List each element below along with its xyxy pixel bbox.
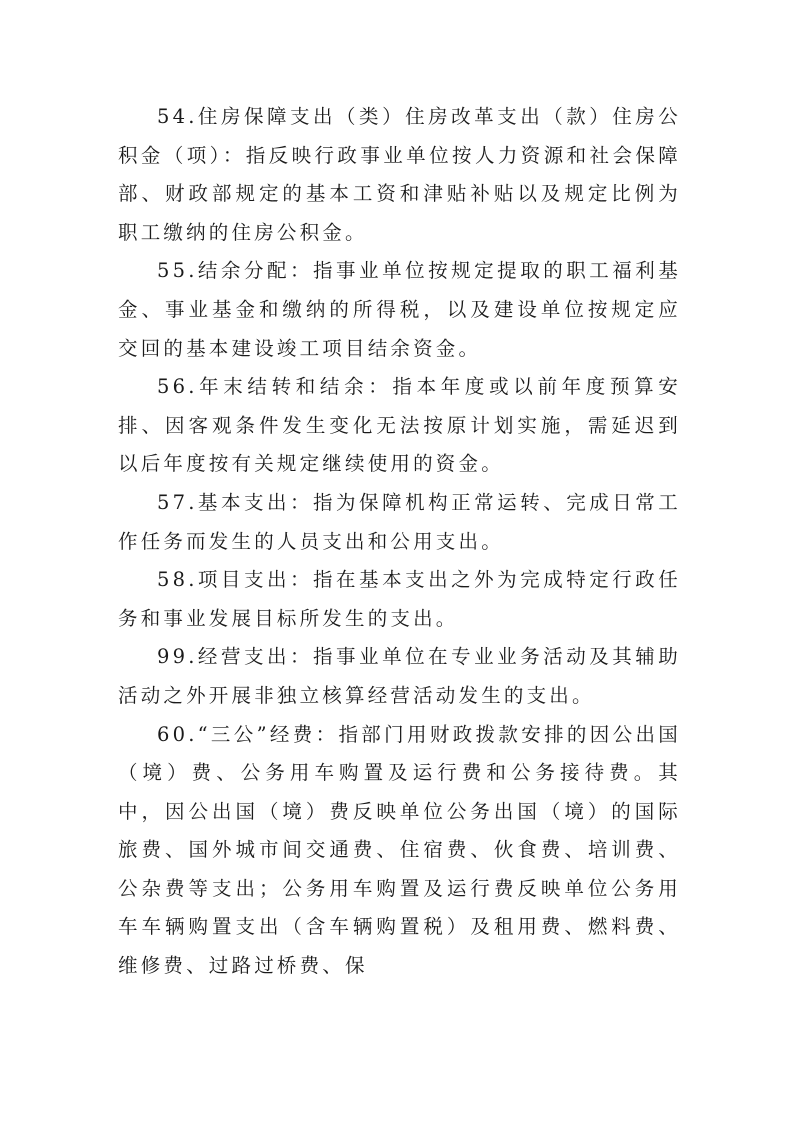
paragraph-54-housing-fund: 54.住房保障支出（类）住房改革支出（款）住房公积金（项）：指反映行政事业单位按人力资源和社会保障部、财政部规定的基本工资和津贴补贴以及规定比例为职工缴纳的住房公积金。 — [118, 105, 681, 244]
paragraph-57-basic-expenditure: 57.基本支出：指为保障机构正常运转、完成日常工作任务而发生的人员支出和公用支出。 — [118, 490, 681, 553]
paragraph-99-operating-expenditure: 99.经营支出：指事业单位在专业业务活动及其辅助活动之外开展非独立核算经营活动发生的支出。 — [118, 645, 681, 707]
paragraph-58-project-expenditure: 58.项目支出：指在基本支出之外为完成特定行政任务和事业发展目标所发生的支出。 — [118, 568, 681, 630]
paragraph-60-three-public-expenses: 60.“三公”经费：指部门用财政拨款安排的因公出国（境）费、公务用车购置及运行费和公务接待费。其中，因公出国（境）费反映单位公务出国（境）的国际旅费、国外城市间交通费、住宿费、伙食费、培训费、公杂费等支出；公务用车购置及运行费反映单位公务用车车辆购置支出（含车辆购置税）及租用费、燃料费、维修费、过路过桥费、保 — [118, 722, 681, 978]
paragraph-55-surplus-distribution: 55.结余分配：指事业单位按规定提取的职工福利基金、事业基金和缴纳的所得税，以及建设单位按规定应交回的基本建设竣工项目结余资金。 — [118, 259, 681, 360]
paragraph-56-year-end-carryover: 56.年末结转和结余：指本年度或以前年度预算安排、因客观条件发生变化无法按原计划实施，需延迟到以后年度按有关规定继续使用的资金。 — [118, 375, 681, 476]
